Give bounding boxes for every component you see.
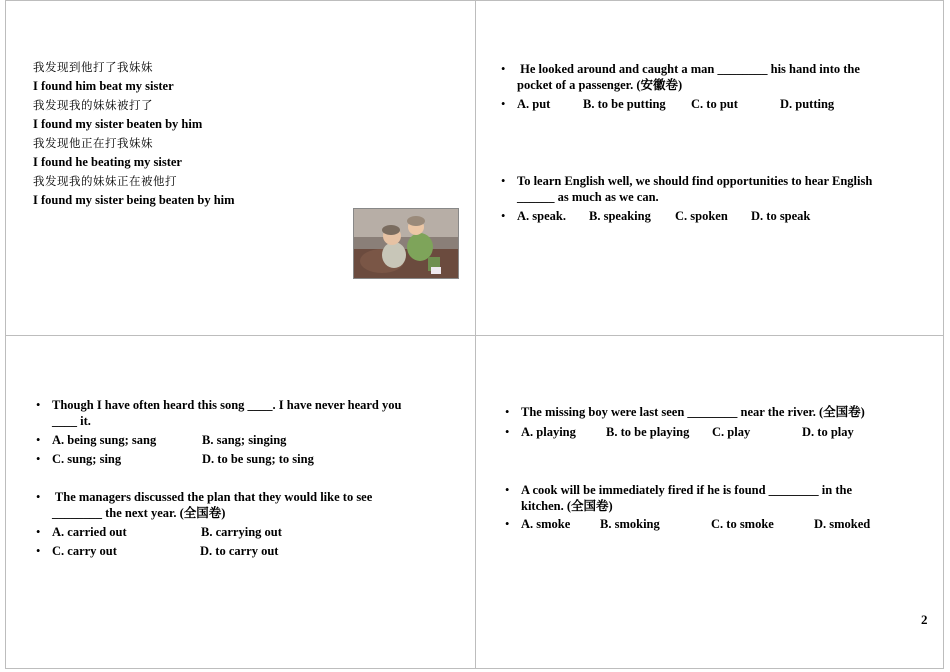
slide-3 xyxy=(0,336,475,669)
bullet-icon: • xyxy=(36,525,41,539)
option-a: A. smoke xyxy=(521,517,571,531)
children-photo xyxy=(353,208,459,279)
option-c: C. play xyxy=(712,425,751,439)
slide-2 xyxy=(476,0,944,335)
slide1-line-english: I found my sister being beaten by him xyxy=(33,193,235,207)
bullet-icon: • xyxy=(501,209,506,223)
option-a: A. carried out xyxy=(52,525,127,539)
option-c: C. sung; sing xyxy=(52,452,122,466)
option-a: A. being sung; sang xyxy=(52,433,157,447)
question-text: He looked around and caught a man ________ his hand into the xyxy=(517,62,860,76)
question-text-continued: kitchen. (全国卷) xyxy=(521,499,613,513)
question-text: A cook will be immediately fired if he is found ________ in the xyxy=(521,483,853,497)
option-d: D. to speak xyxy=(751,209,811,223)
slide1-line-chinese: 我发现我的妹妹被打了 xyxy=(33,98,153,112)
bullet-icon: • xyxy=(505,425,510,439)
option-c: C. to smoke xyxy=(711,517,774,531)
question-text-continued: ____ it. xyxy=(52,414,91,428)
slide1-line-english: I found he beating my sister xyxy=(33,155,182,169)
question-text-continued: pocket of a passenger. (安徽卷) xyxy=(517,78,683,92)
question-text: The missing boy were last seen ________ near the river. (全国卷) xyxy=(521,405,865,419)
option-b: B. speaking xyxy=(589,209,651,223)
option-d: D. smoked xyxy=(814,517,871,531)
option-a: A. speak. xyxy=(517,209,566,223)
option-d: D. to carry out xyxy=(200,544,279,558)
bullet-icon: • xyxy=(36,398,41,412)
option-b: B. to be playing xyxy=(606,425,690,439)
page-number: 2 xyxy=(921,612,928,627)
slide-1 xyxy=(0,0,475,335)
option-b: B. carrying out xyxy=(201,525,282,539)
option-c: C. carry out xyxy=(52,544,117,558)
question-text: The managers discussed the plan that they would like to see xyxy=(52,490,373,504)
bullet-icon: • xyxy=(501,174,506,188)
option-b: B. smoking xyxy=(600,517,660,531)
bullet-icon: • xyxy=(36,490,41,504)
bullet-icon: • xyxy=(501,97,506,111)
bullet-icon: • xyxy=(505,517,510,531)
bullet-icon: • xyxy=(36,452,41,466)
slide1-line-chinese: 我发现他正在打我妹妹 xyxy=(33,136,153,150)
question-text: To learn English well, we should find opportunities to hear English xyxy=(517,174,873,188)
option-c: C. to put xyxy=(691,97,738,111)
slide1-line-chinese: 我发现我的妹妹正在被他打 xyxy=(33,174,177,188)
slide1-line-chinese: 我发现到他打了我妹妹 xyxy=(33,60,153,74)
option-d: D. to be sung; to sing xyxy=(202,452,314,466)
slide1-line-english: I found my sister beaten by him xyxy=(33,117,203,131)
slide1-line-english: I found him beat my sister xyxy=(33,79,174,93)
option-a: A. playing xyxy=(521,425,576,439)
bullet-icon: • xyxy=(505,405,510,419)
bullet-icon: • xyxy=(36,544,41,558)
bullet-icon: • xyxy=(505,483,510,497)
question-text-continued: ______ as much as we can. xyxy=(517,190,659,204)
option-b: B. sang; singing xyxy=(202,433,287,447)
option-d: D. to play xyxy=(802,425,854,439)
question-text: Though I have often heard this song ____. I have never heard you xyxy=(52,398,402,412)
option-b: B. to be putting xyxy=(583,97,666,111)
option-d: D. putting xyxy=(780,97,835,111)
option-c: C. spoken xyxy=(675,209,728,223)
bullet-icon: • xyxy=(36,433,41,447)
bullet-icon: • xyxy=(501,62,506,76)
question-text-continued: ________ the next year. (全国卷) xyxy=(52,506,226,520)
option-a: A. put xyxy=(517,97,551,111)
slide-4 xyxy=(476,336,944,669)
